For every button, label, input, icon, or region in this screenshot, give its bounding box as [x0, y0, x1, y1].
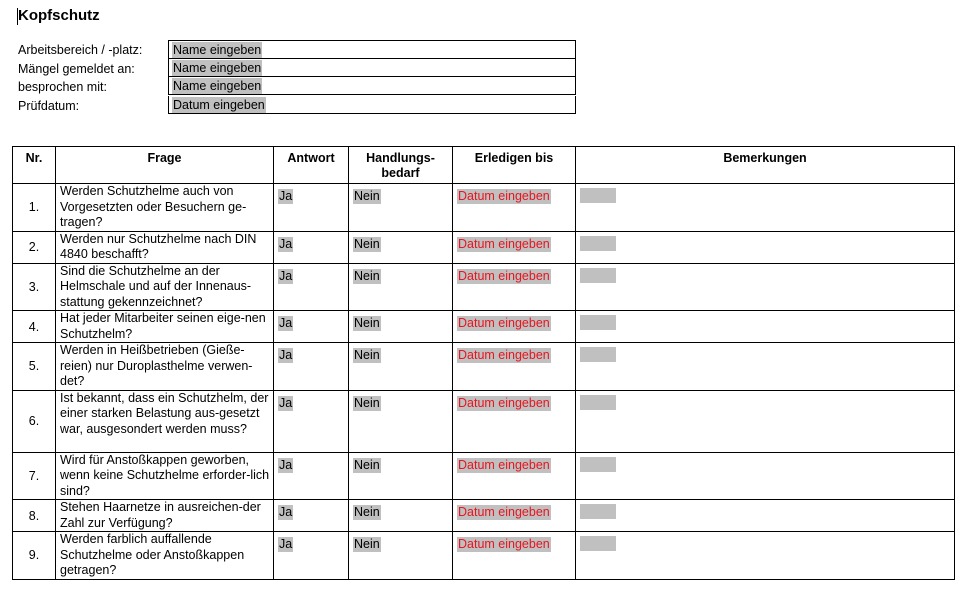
row-number: 7.	[13, 452, 56, 500]
due-date-cell[interactable]	[453, 390, 576, 452]
page-title: Kopfschutz	[18, 7, 100, 24]
info-label-besprochen: besprochen mit:	[18, 80, 107, 94]
answer-field[interactable]: Ja	[279, 395, 293, 410]
info-field-pruefdatum[interactable]	[168, 96, 576, 114]
info-field-arbeitsbereich[interactable]	[168, 40, 576, 59]
remarks-cell[interactable]	[576, 263, 955, 311]
answer-cell[interactable]	[274, 452, 349, 500]
answer-field[interactable]: Ja	[279, 537, 293, 551]
header-frage: Frage	[56, 147, 274, 184]
row-number: 1.	[13, 184, 56, 232]
action-needed-field[interactable]: Nein	[354, 457, 380, 472]
answer-field[interactable]: Ja	[279, 189, 293, 203]
remarks-field[interactable]	[580, 504, 616, 519]
due-date-cell[interactable]	[453, 263, 576, 311]
action-needed-field[interactable]: Nein	[354, 348, 380, 362]
row-question: Wird für Anstoßkappen geworben, wenn keine Schutzhelme erforder-lich sind?	[56, 452, 274, 500]
row-question: Hat jeder Mitarbeiter seinen eige-nen Schutzhelm?	[56, 311, 274, 343]
remarks-cell[interactable]	[576, 500, 955, 532]
row-number: 5.	[13, 343, 56, 391]
header-erledigen-bis: Erledigen bis	[453, 147, 576, 184]
field-value[interactable]: Datum eingeben	[173, 98, 265, 112]
due-date-cell[interactable]	[453, 500, 576, 532]
due-date-field[interactable]: Datum eingeben	[458, 505, 550, 519]
due-date-cell[interactable]	[453, 231, 576, 263]
action-needed-field[interactable]: Nein	[354, 505, 380, 519]
table-row	[13, 231, 955, 263]
row-question: Sind die Schutzhelme an der Helmschale und auf der Innenaus-stattung gekennzeichnet?	[56, 263, 274, 311]
row-number: 9.	[13, 532, 56, 580]
table-row	[13, 500, 955, 532]
action-needed-cell[interactable]	[349, 500, 453, 532]
action-needed-field[interactable]: Nein	[354, 268, 380, 283]
action-needed-cell[interactable]	[349, 311, 453, 343]
answer-cell[interactable]	[274, 390, 349, 452]
answer-field[interactable]: Ja	[279, 505, 293, 519]
due-date-field[interactable]: Datum eingeben	[458, 316, 550, 330]
table-row	[13, 390, 955, 452]
answer-field[interactable]: Ja	[279, 316, 293, 330]
due-date-cell[interactable]	[453, 343, 576, 391]
row-number: 3.	[13, 263, 56, 311]
action-needed-cell[interactable]	[349, 231, 453, 263]
answer-field[interactable]: Ja	[279, 236, 293, 251]
due-date-field[interactable]: Datum eingeben	[458, 268, 550, 283]
row-question: Werden farblich auffallende Schutzhelme oder Anstoßkappen getragen?	[56, 532, 274, 580]
answer-field[interactable]: Ja	[279, 348, 293, 362]
row-question: Stehen Haarnetze in ausreichen-der Zahl zur Verfügung?	[56, 500, 274, 532]
answer-cell[interactable]	[274, 231, 349, 263]
due-date-field[interactable]: Datum eingeben	[458, 395, 550, 410]
action-needed-cell[interactable]	[349, 390, 453, 452]
action-needed-field[interactable]: Nein	[354, 189, 380, 203]
info-field-besprochen[interactable]	[168, 77, 576, 95]
table-header-row	[13, 147, 955, 184]
header-antwort: Antwort	[274, 147, 349, 184]
answer-cell[interactable]	[274, 343, 349, 391]
remarks-field[interactable]	[580, 395, 616, 410]
action-needed-cell[interactable]	[349, 452, 453, 500]
row-number: 2.	[13, 231, 56, 263]
row-number: 4.	[13, 311, 56, 343]
field-value[interactable]: Name eingeben	[173, 61, 262, 75]
answer-cell[interactable]	[274, 263, 349, 311]
due-date-field[interactable]: Datum eingeben	[458, 457, 550, 472]
answer-cell[interactable]	[274, 532, 349, 580]
action-needed-field[interactable]: Nein	[354, 236, 380, 251]
row-question: Werden Schutzhelme auch von Vorgesetzten oder Besuchern ge-tragen?	[56, 184, 274, 232]
remarks-field[interactable]	[580, 536, 616, 551]
due-date-cell[interactable]	[453, 532, 576, 580]
answer-cell[interactable]	[274, 311, 349, 343]
action-needed-field[interactable]: Nein	[354, 395, 380, 410]
remarks-field[interactable]	[580, 347, 616, 362]
due-date-cell[interactable]	[453, 452, 576, 500]
checklist-table	[12, 146, 955, 580]
action-needed-field[interactable]: Nein	[354, 316, 380, 330]
action-needed-cell[interactable]	[349, 343, 453, 391]
answer-cell[interactable]	[274, 500, 349, 532]
remarks-cell[interactable]	[576, 343, 955, 391]
remarks-cell[interactable]	[576, 231, 955, 263]
row-question: Werden in Heißbetrieben (Gieße-reien) nur Duroplasthelme verwen-det?	[56, 343, 274, 391]
table-row	[13, 311, 955, 343]
info-label-maengel: Mängel gemeldet an:	[18, 62, 135, 76]
remarks-cell[interactable]	[576, 452, 955, 500]
action-needed-cell[interactable]	[349, 184, 453, 232]
answer-field[interactable]: Ja	[279, 457, 293, 472]
remarks-field[interactable]	[580, 457, 616, 472]
info-label-arbeitsbereich: Arbeitsbereich / -platz:	[18, 43, 143, 57]
remarks-cell[interactable]	[576, 184, 955, 232]
remarks-cell[interactable]	[576, 532, 955, 580]
table-row	[13, 452, 955, 500]
remarks-field[interactable]	[580, 315, 616, 330]
info-field-maengel[interactable]	[168, 59, 576, 77]
row-question: Werden nur Schutzhelme nach DIN 4840 beschafft?	[56, 231, 274, 263]
row-number: 8.	[13, 500, 56, 532]
due-date-field[interactable]: Datum eingeben	[458, 348, 550, 362]
remarks-field[interactable]	[580, 188, 616, 203]
action-needed-field[interactable]: Nein	[354, 537, 380, 551]
remarks-cell[interactable]	[576, 390, 955, 452]
field-value[interactable]: Name eingeben	[173, 79, 262, 93]
due-date-cell[interactable]	[453, 184, 576, 232]
table-row	[13, 532, 955, 580]
header-bemerkungen: Bemerkungen	[576, 147, 955, 184]
row-number: 6.	[13, 390, 56, 452]
remarks-cell[interactable]	[576, 311, 955, 343]
action-needed-cell[interactable]	[349, 532, 453, 580]
remarks-field[interactable]	[580, 268, 616, 283]
field-value[interactable]: Name eingeben	[173, 43, 262, 57]
table-row	[13, 184, 955, 232]
table-row	[13, 343, 955, 391]
due-date-cell[interactable]	[453, 311, 576, 343]
due-date-field[interactable]: Datum eingeben	[458, 189, 550, 203]
action-needed-cell[interactable]	[349, 263, 453, 311]
table-row	[13, 263, 955, 311]
answer-cell[interactable]	[274, 184, 349, 232]
due-date-field[interactable]: Datum eingeben	[458, 236, 550, 251]
row-question: Ist bekannt, dass ein Schutzhelm, der einer starken Belastung aus-gesetzt war, ausgesondert werden muss?	[56, 390, 274, 452]
answer-field[interactable]: Ja	[279, 268, 293, 283]
due-date-field[interactable]: Datum eingeben	[458, 537, 550, 551]
info-label-pruefdatum: Prüfdatum:	[18, 99, 80, 113]
header-nr: Nr.	[13, 147, 56, 184]
header-handlungsbedarf: Handlungs-bedarf	[349, 147, 453, 184]
remarks-field[interactable]	[580, 236, 616, 251]
